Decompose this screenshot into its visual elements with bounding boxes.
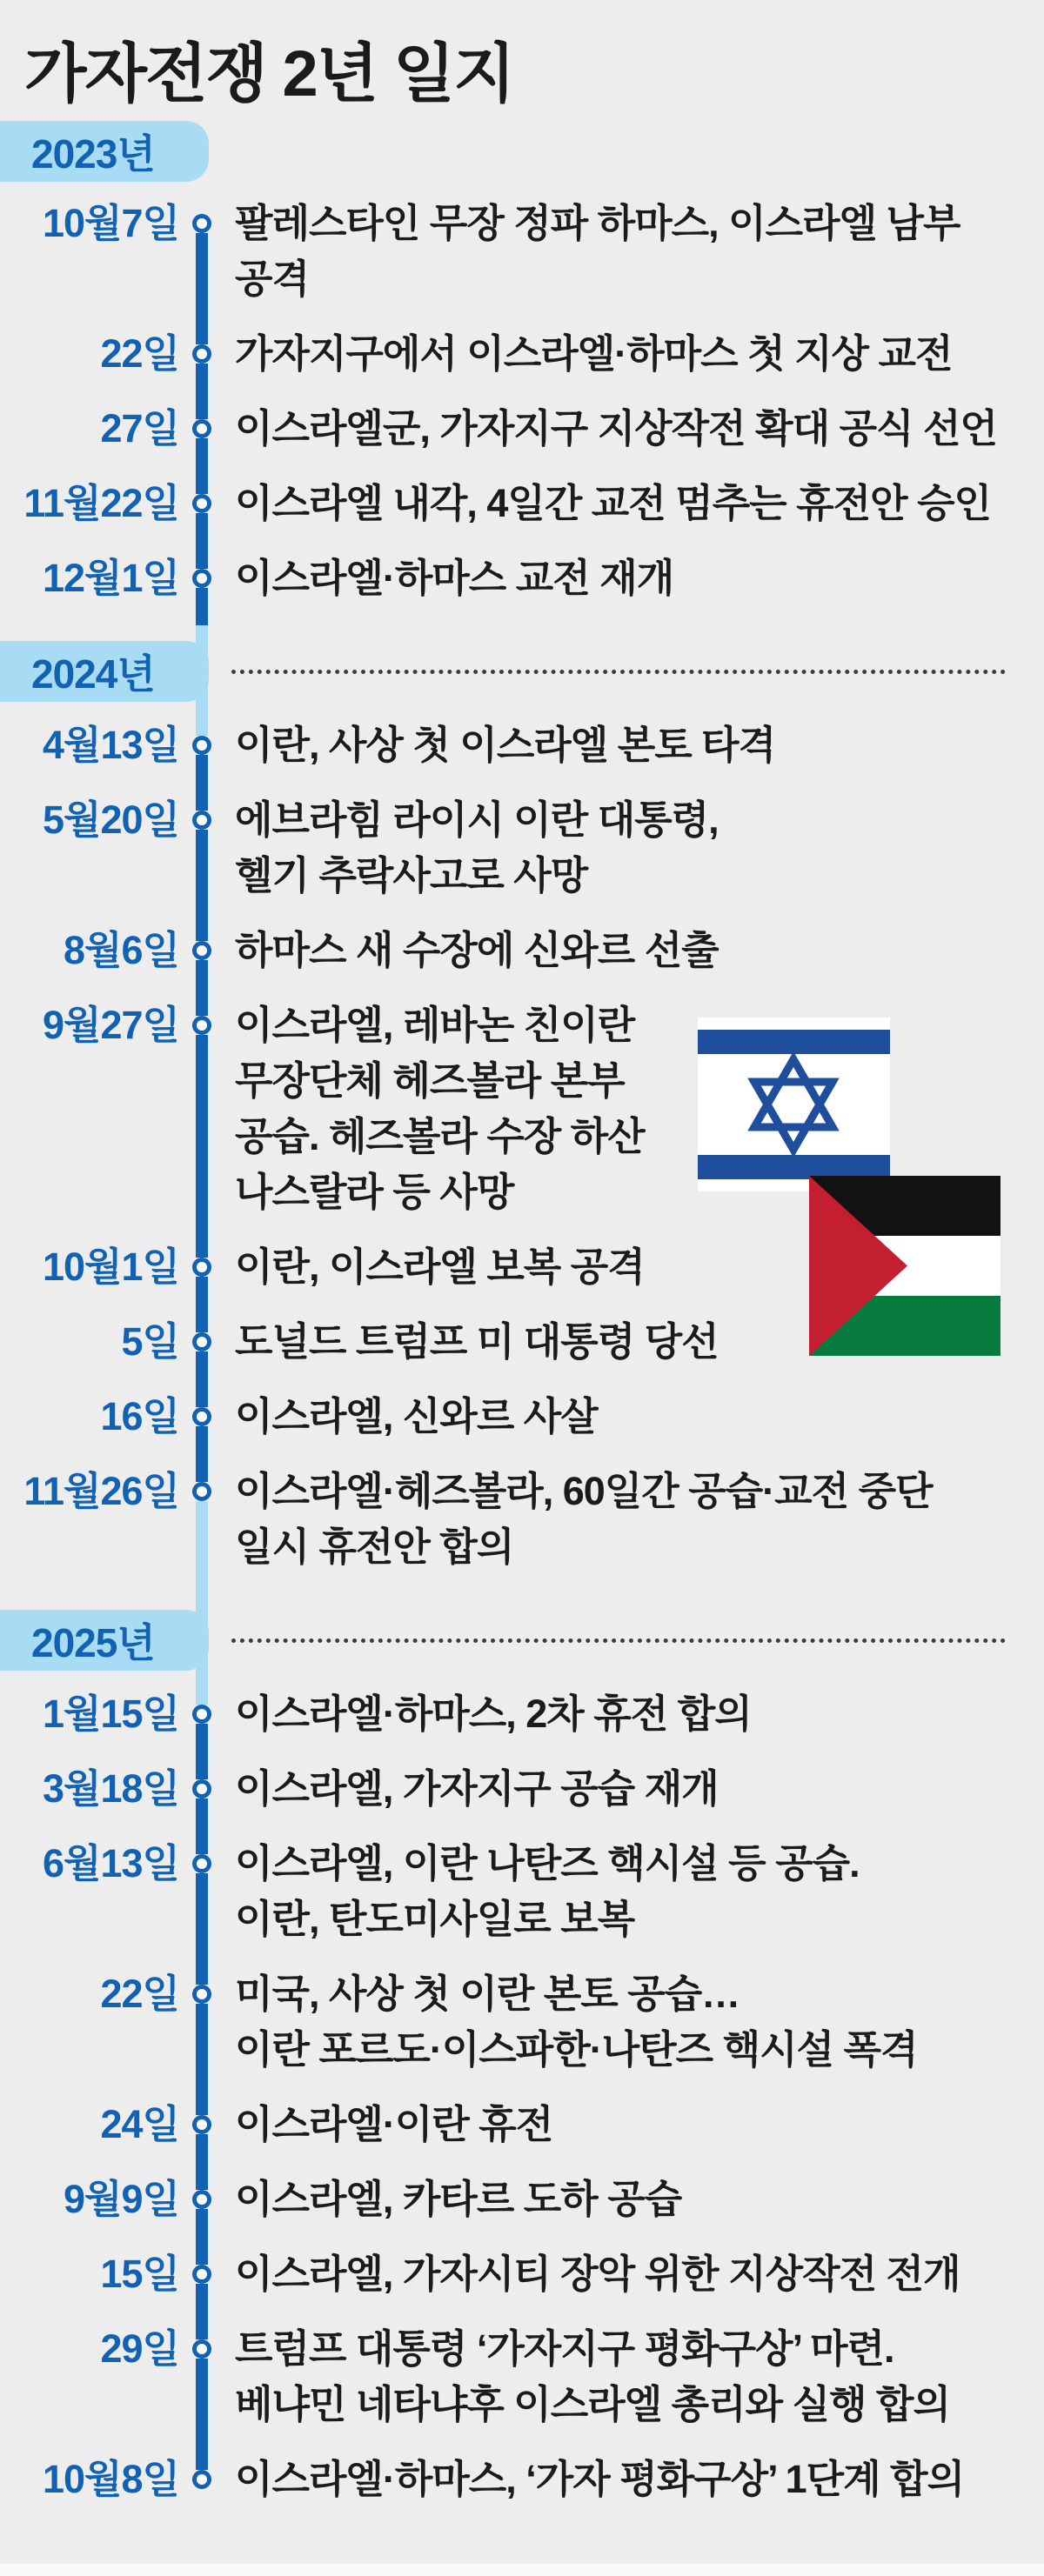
event-line: 공습. 헤즈볼라 수장 하산 bbox=[235, 1114, 645, 1159]
event-date: 10월7일 bbox=[42, 201, 179, 246]
timeline-line-segment bbox=[196, 1239, 208, 1258]
timeline-gutter bbox=[179, 792, 224, 923]
event-date: 1월15일 bbox=[42, 1692, 179, 1737]
timeline-dot-icon bbox=[192, 1705, 211, 1724]
timeline-line-segment bbox=[196, 1464, 208, 1482]
timeline-line-segment bbox=[196, 1314, 208, 1332]
timeline-event-row bbox=[0, 923, 1044, 998]
event-line: 이스라엘, 이란 나탄즈 핵시설 등 공습. bbox=[235, 1841, 860, 1886]
timeline-event-row bbox=[0, 1464, 1044, 1594]
dotted-leader bbox=[231, 1638, 1006, 1643]
timeline-line-segment bbox=[196, 233, 208, 326]
timeline-gutter bbox=[179, 2172, 224, 2246]
timeline-dot-icon bbox=[192, 2265, 211, 2284]
event-text bbox=[235, 717, 775, 792]
year-label: 2023년 bbox=[31, 131, 155, 177]
event-line: 이란, 이스라엘 보복 공격 bbox=[235, 1245, 645, 1290]
timeline-gutter bbox=[179, 2452, 224, 2507]
timeline-line-segment bbox=[196, 998, 208, 1016]
timeline-line-segment bbox=[196, 1966, 208, 1985]
israel-flag-icon bbox=[698, 1018, 890, 1191]
timeline-dot-icon bbox=[192, 344, 211, 364]
event-date: 27일 bbox=[100, 406, 179, 451]
event-line: 이란, 사상 첫 이스라엘 본토 타격 bbox=[235, 723, 776, 768]
event-date: 22일 bbox=[100, 1972, 179, 2017]
timeline-event-row bbox=[0, 551, 1044, 625]
event-line: 헬기 추락사고로 사망 bbox=[235, 853, 588, 898]
timeline-gutter bbox=[179, 1836, 224, 1966]
event-text bbox=[235, 998, 645, 1239]
timeline-gutter bbox=[179, 717, 224, 792]
timeline-gutter bbox=[179, 2321, 224, 2452]
event-line: 이스라엘, 가자시티 장악 위한 지상작전 전개 bbox=[235, 2252, 960, 2297]
timeline-gutter bbox=[179, 2246, 224, 2321]
timeline-dot-icon bbox=[192, 1985, 211, 2004]
timeline-line-segment bbox=[196, 2004, 208, 2097]
event-date: 11월26일 bbox=[23, 1469, 179, 1514]
timeline-line-segment bbox=[196, 2284, 208, 2321]
event-line: 이스라엘 내각, 4일간 교전 멈추는 휴전안 승인 bbox=[235, 481, 992, 526]
year-row bbox=[0, 625, 1044, 717]
timeline-dot-icon bbox=[192, 1016, 211, 1035]
event-date: 9월9일 bbox=[64, 2177, 179, 2222]
timeline-line-segment bbox=[196, 513, 208, 551]
event-line: 이스라엘, 카타르 도하 공습 bbox=[235, 2177, 682, 2222]
event-text bbox=[235, 1239, 645, 1314]
event-date: 3월18일 bbox=[42, 1766, 179, 1812]
event-text bbox=[235, 1464, 933, 1594]
event-line: 이스라엘·이란 휴전 bbox=[235, 2102, 553, 2147]
timeline-line-segment bbox=[196, 476, 208, 494]
event-line: 가자지구에서 이스라엘·하마스 첫 지상 교전 bbox=[235, 331, 953, 377]
event-line: 도널드 트럼프 미 대통령 당선 bbox=[235, 1319, 719, 1365]
timeline-dot-icon bbox=[192, 1332, 211, 1351]
event-line: 이스라엘·하마스, 2차 휴전 합의 bbox=[235, 1692, 752, 1737]
timeline-event-row bbox=[0, 2097, 1044, 2172]
event-date: 16일 bbox=[100, 1394, 179, 1439]
timeline-event-row bbox=[0, 1686, 1044, 1761]
timeline-dot-icon bbox=[192, 1258, 211, 1277]
event-line: 이란, 탄도미사일로 보복 bbox=[235, 1897, 635, 1942]
timeline-line-segment bbox=[196, 1799, 208, 1836]
timeline-event-row bbox=[0, 792, 1044, 923]
timeline-line-segment bbox=[196, 2134, 208, 2172]
timeline-line-segment bbox=[196, 1351, 208, 1389]
event-date: 8월6일 bbox=[64, 928, 179, 973]
timeline-event-row bbox=[0, 476, 1044, 551]
timeline-event-row bbox=[0, 401, 1044, 476]
event-text bbox=[235, 2452, 964, 2507]
timeline-line-segment bbox=[196, 2359, 208, 2452]
event-line: 하마스 새 수장에 신와르 선출 bbox=[235, 928, 719, 973]
timeline-dot-icon bbox=[192, 214, 211, 233]
timeline-line-segment bbox=[196, 2246, 208, 2265]
timeline-line-segment bbox=[196, 588, 208, 625]
timeline-line-segment bbox=[196, 2489, 208, 2507]
timeline-gutter bbox=[179, 196, 224, 326]
timeline-line-segment bbox=[196, 1686, 208, 1705]
event-text bbox=[235, 1836, 860, 1966]
event-line: 이스라엘·하마스, ‘가자 평화구상’ 1단계 합의 bbox=[235, 2457, 965, 2502]
timeline-gutter bbox=[179, 1464, 224, 1594]
event-text bbox=[235, 401, 997, 476]
timeline-gutter bbox=[179, 1314, 224, 1389]
timeline-line-segment bbox=[196, 1035, 208, 1239]
event-line: 베냐민 네타냐후 이스라엘 총리와 실행 합의 bbox=[235, 2382, 950, 2427]
timeline-dot-icon bbox=[192, 1854, 211, 1873]
timeline-event-row bbox=[0, 2321, 1044, 2452]
year-row bbox=[0, 121, 1044, 196]
timeline-dot-icon bbox=[192, 2115, 211, 2134]
timeline-gutter bbox=[179, 1239, 224, 1314]
event-date: 10월1일 bbox=[42, 1245, 179, 1290]
timeline-gutter bbox=[179, 2097, 224, 2172]
event-line: 팔레스타인 무장 정파 하마스, 이스라엘 남부 bbox=[235, 201, 960, 246]
year-badge bbox=[0, 121, 209, 182]
timeline-line-segment bbox=[196, 1761, 208, 1779]
timeline-line-segment bbox=[196, 2452, 208, 2470]
event-text bbox=[235, 2246, 960, 2321]
timeline-event-row bbox=[0, 717, 1044, 792]
timeline-dot-icon bbox=[192, 736, 211, 755]
event-text bbox=[235, 923, 719, 998]
timeline-gutter bbox=[179, 998, 224, 1239]
timeline-event-row bbox=[0, 1389, 1044, 1464]
timeline-dot-icon bbox=[192, 1482, 211, 1501]
year-badge bbox=[0, 1610, 209, 1671]
event-line: 이스라엘, 신와르 사살 bbox=[235, 1394, 598, 1439]
timeline-line-segment bbox=[196, 960, 208, 998]
timeline-line-segment bbox=[196, 1724, 208, 1761]
event-date: 10월8일 bbox=[42, 2457, 179, 2502]
timeline-dot-icon bbox=[192, 2339, 211, 2359]
timeline-gutter bbox=[179, 551, 224, 625]
dotted-leader bbox=[231, 670, 1006, 674]
timeline-event-row bbox=[0, 1761, 1044, 1836]
timeline-dot-icon bbox=[192, 569, 211, 588]
timeline-dot-icon bbox=[192, 419, 211, 438]
timeline-line-segment bbox=[196, 2172, 208, 2190]
timeline-event-row bbox=[0, 1836, 1044, 1966]
timeline-line-segment bbox=[196, 2321, 208, 2339]
event-line: 나스랄라 등 사망 bbox=[235, 1170, 514, 1215]
event-line: 이스라엘·헤즈볼라, 60일간 공습·교전 중단 bbox=[235, 1469, 933, 1514]
timeline-line-segment bbox=[196, 792, 208, 811]
event-text bbox=[235, 2321, 950, 2452]
event-text bbox=[235, 1966, 917, 2097]
event-date: 29일 bbox=[100, 2326, 179, 2372]
event-date: 12월1일 bbox=[42, 556, 179, 601]
timeline-line-segment bbox=[196, 717, 208, 736]
event-line: 일시 휴전안 합의 bbox=[235, 1525, 514, 1570]
palestine-flag-icon bbox=[809, 1176, 1000, 1356]
year-label: 2024년 bbox=[31, 651, 155, 697]
timeline-line-segment bbox=[196, 2209, 208, 2246]
event-text bbox=[235, 2172, 681, 2246]
timeline-event-row bbox=[0, 196, 1044, 326]
timeline-dot-icon bbox=[192, 941, 211, 960]
event-line: 트럼프 대통령 ‘가자지구 평화구상’ 마련. bbox=[235, 2326, 894, 2372]
timeline-gutter bbox=[179, 326, 224, 401]
timeline-event-row bbox=[0, 1966, 1044, 2097]
event-line: 이란 포르도·이스파한·나탄즈 핵시설 폭격 bbox=[235, 2027, 918, 2072]
timeline-gutter bbox=[179, 923, 224, 998]
timeline-dot-icon bbox=[192, 494, 211, 513]
event-line: 이스라엘·하마스 교전 재개 bbox=[235, 556, 674, 601]
event-date: 5일 bbox=[121, 1319, 179, 1365]
event-line: 에브라힘 라이시 이란 대통령, bbox=[235, 797, 719, 843]
timeline-line-segment bbox=[196, 923, 208, 941]
timeline-line-segment bbox=[196, 1501, 208, 1594]
event-line: 이스라엘, 레바논 친이란 bbox=[235, 1003, 635, 1048]
event-date: 11월22일 bbox=[23, 481, 179, 526]
event-line: 공격 bbox=[235, 257, 309, 302]
timeline-dot-icon bbox=[192, 1407, 211, 1426]
timeline-event-row bbox=[0, 326, 1044, 401]
event-line: 이스라엘군, 가자지구 지상작전 확대 공식 선언 bbox=[235, 406, 997, 451]
timeline-line-segment bbox=[196, 2097, 208, 2115]
timeline-event-row bbox=[0, 2452, 1044, 2507]
timeline-line-segment bbox=[196, 326, 208, 344]
event-date: 4월13일 bbox=[42, 723, 179, 768]
event-line: 무장단체 헤즈볼라 본부 bbox=[235, 1058, 625, 1104]
event-line: 이스라엘, 가자지구 공습 재개 bbox=[235, 1766, 719, 1812]
event-text bbox=[235, 792, 719, 923]
timeline-gutter bbox=[179, 1761, 224, 1836]
timeline-dot-icon bbox=[192, 2470, 211, 2489]
timeline-gutter bbox=[179, 1686, 224, 1761]
event-text bbox=[235, 2097, 552, 2172]
event-text bbox=[235, 1761, 719, 1836]
timeline-line-segment bbox=[196, 830, 208, 923]
year-row bbox=[0, 1594, 1044, 1686]
timeline-line-segment bbox=[196, 1873, 208, 1966]
page-bottom-edge bbox=[0, 2564, 1044, 2576]
event-date: 15일 bbox=[100, 2252, 179, 2297]
timeline-line-segment bbox=[196, 364, 208, 401]
year-badge bbox=[0, 641, 209, 702]
event-date: 24일 bbox=[100, 2102, 179, 2147]
event-text bbox=[235, 476, 991, 551]
timeline-line-segment bbox=[196, 755, 208, 792]
timeline-dot-icon bbox=[192, 2190, 211, 2209]
event-date: 5월20일 bbox=[42, 797, 179, 843]
event-date: 22일 bbox=[100, 331, 179, 377]
year-label: 2025년 bbox=[31, 1620, 155, 1666]
event-text bbox=[235, 551, 673, 625]
timeline-gutter bbox=[179, 401, 224, 476]
timeline-line-segment bbox=[196, 1836, 208, 1854]
event-line: 미국, 사상 첫 이란 본토 공습… bbox=[235, 1972, 740, 2017]
timeline-line-segment bbox=[196, 1277, 208, 1314]
timeline-line-segment bbox=[196, 1389, 208, 1407]
timeline-event-row bbox=[0, 2246, 1044, 2321]
timeline-gutter bbox=[179, 1389, 224, 1464]
timeline-line-segment bbox=[196, 401, 208, 419]
event-text bbox=[235, 196, 960, 326]
event-text bbox=[235, 326, 952, 401]
timeline-line-segment bbox=[196, 438, 208, 476]
timeline-line-segment bbox=[196, 1426, 208, 1464]
event-text bbox=[235, 1389, 598, 1464]
timeline-line-segment bbox=[196, 196, 208, 214]
timeline-line-segment bbox=[196, 551, 208, 569]
timeline-dot-icon bbox=[192, 1779, 211, 1799]
timeline-gutter bbox=[179, 1966, 224, 2097]
event-text bbox=[235, 1686, 752, 1761]
page-title: 가자전쟁 2년 일지 bbox=[24, 37, 514, 110]
timeline-event-row bbox=[0, 2172, 1044, 2246]
event-text bbox=[235, 1314, 719, 1389]
timeline-gutter bbox=[179, 476, 224, 551]
timeline-dot-icon bbox=[192, 811, 211, 830]
event-date: 6월13일 bbox=[42, 1841, 179, 1886]
event-date: 9월27일 bbox=[42, 1003, 179, 1048]
